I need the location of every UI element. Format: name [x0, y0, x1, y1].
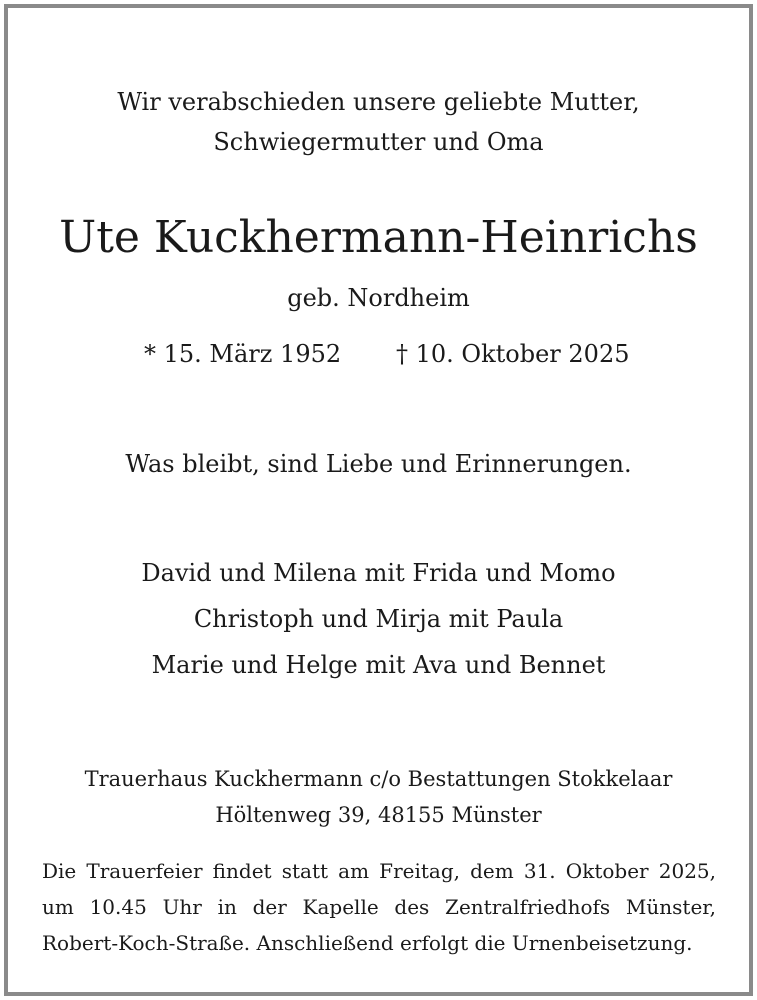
maiden-name: geb. Nordheim	[287, 284, 470, 312]
memorial-quote: Was bleibt, sind Liebe und Erinnerungen.	[125, 450, 632, 478]
family-line-3: Marie und Helge mit Ava und Bennet	[151, 651, 606, 679]
death-date: † 10. Oktober 2025	[396, 340, 630, 368]
birth-date: * 15. März 1952	[144, 340, 342, 368]
intro-line-2: Schwiegermutter und Oma	[213, 128, 544, 156]
family-line-2: Christoph und Mirja mit Paula	[193, 605, 564, 633]
family-list	[0, 550, 757, 688]
intro-line-1: Wir verabschieden unsere geliebte Mutter,	[117, 88, 640, 116]
deceased-name: Ute Kuckhermann-Heinrichs	[59, 212, 698, 263]
family-line-1: David und Milena mit Frida und Momo	[141, 559, 616, 587]
address-line-1: Trauerhaus Kuckhermann c/o Bestattungen Stokkelaar	[84, 767, 673, 791]
mourning-address	[0, 761, 757, 833]
intro-text	[0, 82, 757, 162]
address-line-2: Höltenweg 39, 48155 Münster	[215, 803, 542, 827]
ceremony-details: Die Trauerfeier findet statt am Freitag, dem 31. Oktober 2025, um 10.45 Uhr in der Kapelle des Zentralfriedhofs Münster, Robert-Koch-Straße. Anschließend erfolgt die Urnenbeisetzung.	[42, 859, 716, 955]
